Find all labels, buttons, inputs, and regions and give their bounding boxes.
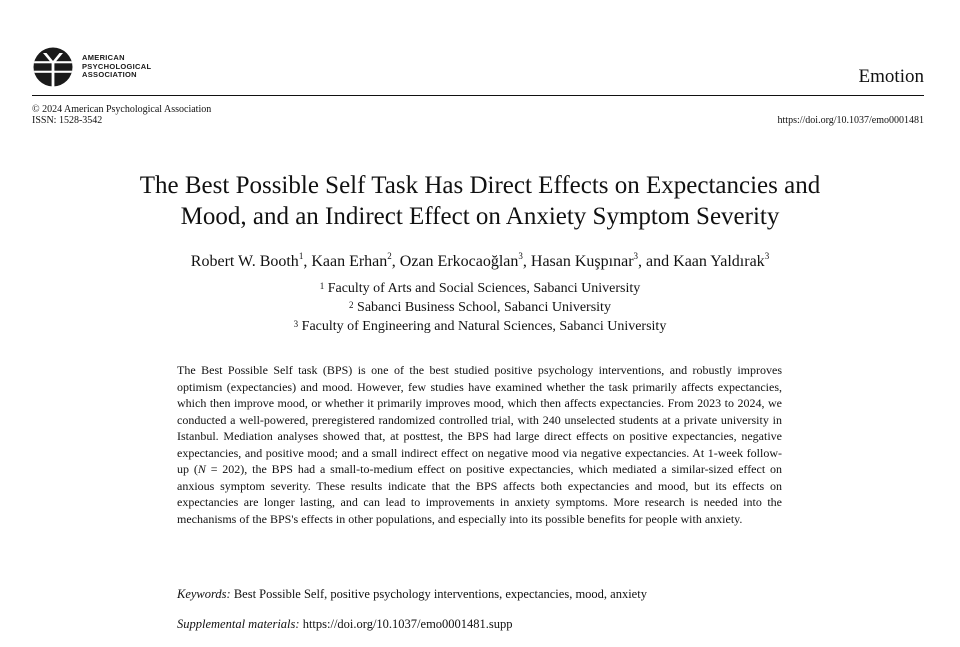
affiliation-text: Faculty of Engineering and Natural Sciences, Sabanci University — [301, 319, 667, 334]
apa-emblem-icon — [32, 46, 74, 88]
author-separator: , — [391, 253, 400, 270]
issn-text: ISSN: 1528-3542 — [32, 115, 103, 126]
apa-logo-text: AMERICAN PSYCHOLOGICAL ASSOCIATION — [82, 53, 152, 80]
affiliation-marker: 3 — [293, 319, 299, 329]
author-affiliation-marker: 1 — [298, 251, 304, 261]
keywords-label: Keywords: — [177, 587, 231, 601]
copyright-text: © 2024 American Psychological Association — [32, 104, 212, 115]
author-affiliation-marker: 3 — [633, 251, 639, 261]
author-affiliation-marker: 3 — [518, 251, 523, 261]
affiliation-marker: 1 — [319, 281, 325, 291]
author-affiliation-marker: 2 — [387, 251, 392, 261]
affiliation-text: Faculty of Arts and Social Sciences, Sabanci University — [327, 281, 641, 296]
author-separator: , and — [638, 253, 674, 270]
author-affiliation-marker: 3 — [764, 251, 770, 261]
affiliation-item — [0, 279, 960, 298]
supplemental-link[interactable]: https://doi.org/10.1037/emo0001481.supp — [302, 617, 513, 631]
author-name: Kaan Yaldırak — [673, 253, 765, 270]
author-name: Kaan Erhan — [311, 253, 388, 270]
doi-link[interactable]: https://doi.org/10.1037/emo0001481 — [777, 115, 924, 126]
author-list — [0, 253, 960, 271]
keywords-line — [177, 587, 647, 602]
sample-size-symbol: N — [197, 462, 206, 476]
abstract — [177, 362, 782, 527]
supplemental-label: Supplemental materials: — [177, 617, 300, 631]
affiliation-list — [0, 279, 960, 336]
page-header — [32, 44, 924, 96]
author-name: Robert W. Booth — [190, 253, 299, 270]
copyright-block — [32, 104, 211, 126]
header-rule — [32, 95, 924, 96]
abstract-text-part2: = 202), the BPS had a small-to-medium effect on positive expectancies, which mediated a similar-sized effect on anxious symptom severity. These results indicate that the BPS affects both expectancies and mood, but its effects on expectancies are longer lasting, and can lead to improvements in anxiety symptoms. More research is needed into the mechanisms of the BPS's effects in other populations, and especially into its possible benefits for people with anxiety. — [177, 462, 783, 526]
keywords-text: Best Possible Self, positive psychology interventions, expectancies, mood, anxiety — [233, 587, 647, 601]
author-name: Hasan Kuşpınar — [530, 253, 634, 270]
affiliation-item — [0, 298, 960, 317]
affiliation-text: Sabanci Business School, Sabanci University — [357, 300, 611, 315]
author-separator: , — [303, 253, 312, 270]
supplemental-line — [177, 617, 513, 632]
affiliation-marker: 2 — [349, 300, 354, 310]
article-title: The Best Possible Self Task Has Direct Effects on Expectancies and Mood, and an Indirect Effect on Anxiety Symptom Severity — [139, 172, 821, 230]
affiliation-item — [0, 317, 960, 336]
author-separator: , — [522, 253, 531, 270]
journal-name: Emotion — [858, 66, 924, 87]
abstract-text-part1: The Best Possible Self task (BPS) is one of the best studied positive psychology interventions, and robustly improves optimism (expectancies) and mood. However, few studies have examined whether the task primarily affects expectancies, which then improve mood, or whether it primarily improves mood, which then affects expectancies. From 2023 to 2024, we conducted a well-powered, preregistered randomized controlled trial, with 240 unselected students at a private university in Istanbul. Mediation analyses showed that, at posttest, the BPS had large direct effects on positive expectancies, negative expectancies, and positive mood; and a small indirect effect on negative mood via negative expectancies. At 1-week follow-up ( — [177, 363, 782, 476]
author-name: Ozan Erkocaoğlan — [399, 253, 519, 270]
apa-logo[interactable] — [32, 46, 151, 88]
